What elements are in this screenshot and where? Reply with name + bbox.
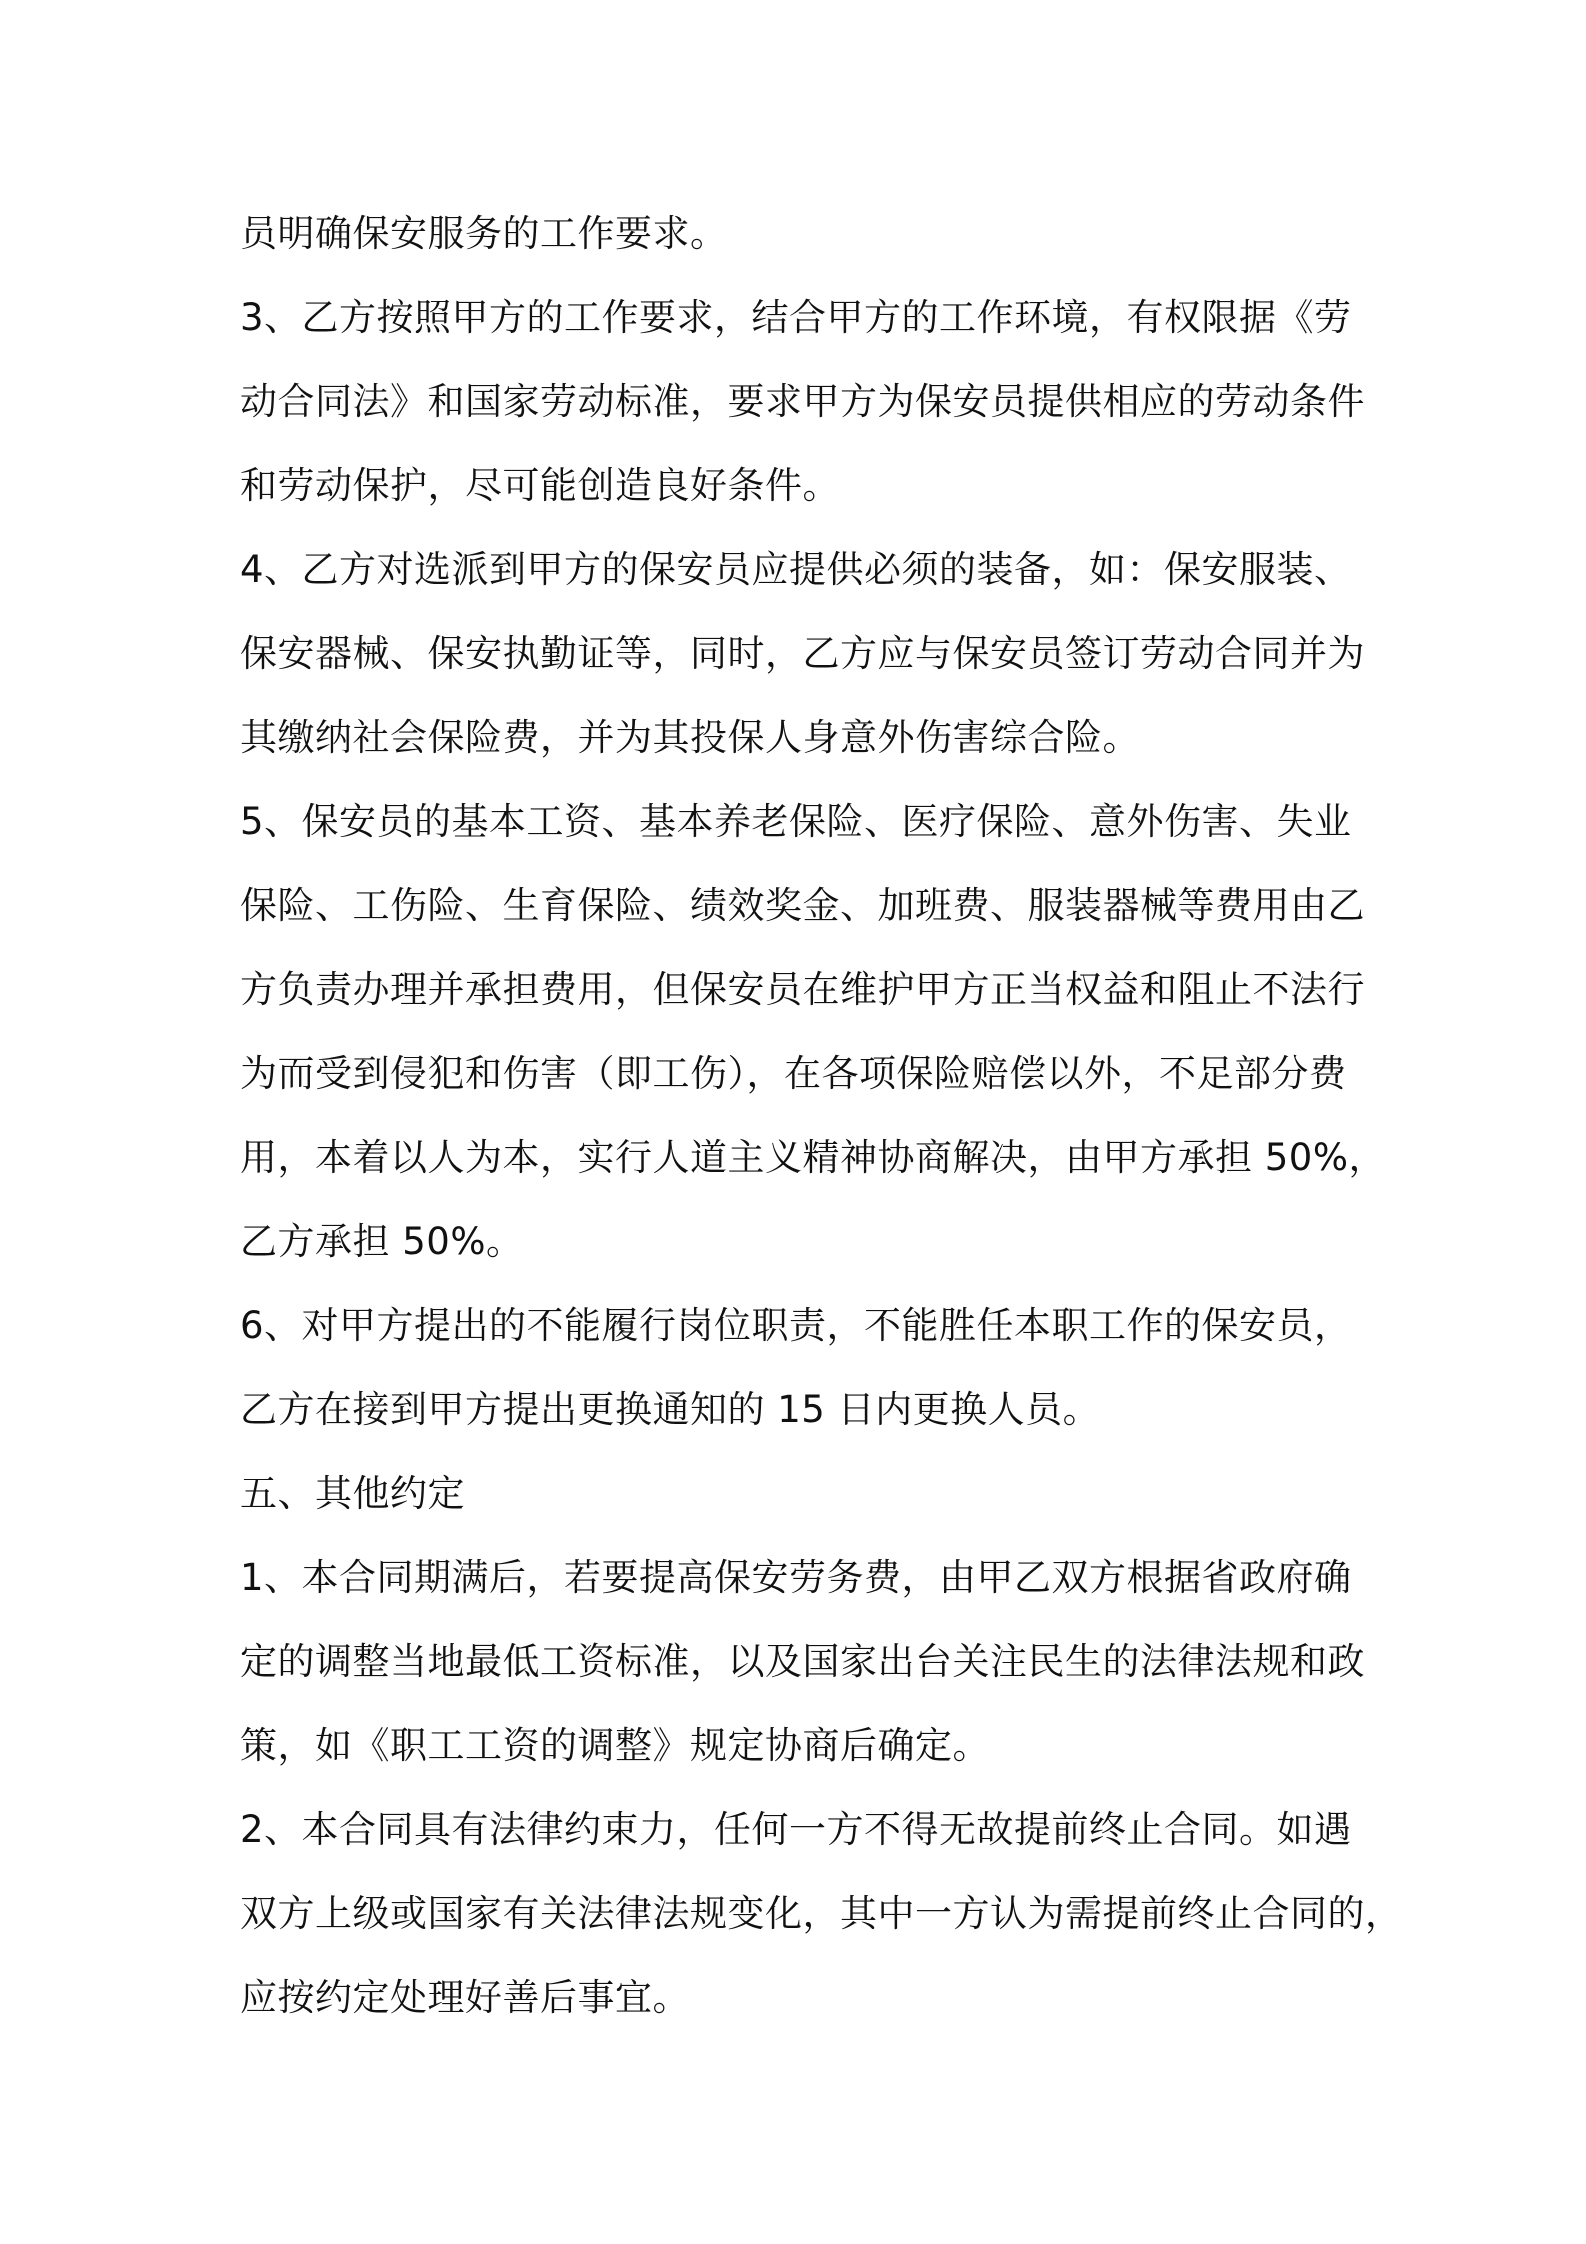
text-line: 动合同法》和国家劳动标准，要求甲方为保安员提供相应的劳动条件 bbox=[240, 380, 1365, 423]
text-line: 5、保安员的基本工资、基本养老保险、医疗保险、意外伤害、失业 bbox=[240, 800, 1352, 843]
text-line: 保安器械、保安执勤证等，同时，乙方应与保安员签订劳动合同并为 bbox=[240, 632, 1365, 675]
document-body bbox=[240, 192, 1403, 2040]
text-line: 应按约定处理好善后事宜。 bbox=[240, 1976, 690, 2019]
text-line: 员明确保安服务的工作要求。 bbox=[240, 212, 728, 255]
text-line: 策，如《职工工资的调整》规定协商后确定。 bbox=[240, 1724, 990, 1767]
text-line: 乙方在接到甲方提出更换通知的 15 日内更换人员。 bbox=[240, 1388, 1101, 1431]
section-heading: 五、其他约定 bbox=[240, 1472, 465, 1515]
text-line: 用，本着以人为本，实行人道主义精神协商解决，由甲方承担 50%， bbox=[240, 1136, 1386, 1179]
text-line: 2、本合同具有法律约束力，任何一方不得无故提前终止合同。如遇 bbox=[240, 1808, 1352, 1851]
text-line: 定的调整当地最低工资标准，以及国家出台关注民生的法律法规和政 bbox=[240, 1640, 1365, 1683]
text-line: 保险、工伤险、生育保险、绩效奖金、加班费、服装器械等费用由乙 bbox=[240, 884, 1365, 927]
text-line: 方负责办理并承担费用，但保安员在维护甲方正当权益和阻止不法行 bbox=[240, 968, 1365, 1011]
text-line: 和劳动保护，尽可能创造良好条件。 bbox=[240, 464, 840, 507]
text-line: 4、乙方对选派到甲方的保安员应提供必须的装备，如：保安服装、 bbox=[240, 548, 1352, 591]
text-line: 3、乙方按照甲方的工作要求，结合甲方的工作环境，有权限据《劳 bbox=[240, 296, 1352, 339]
text-line: 其缴纳社会保险费，并为其投保人身意外伤害综合险。 bbox=[240, 716, 1140, 759]
text-line: 为而受到侵犯和伤害（即工伤），在各项保险赔偿以外，不足部分费 bbox=[240, 1052, 1347, 1095]
text-line: 双方上级或国家有关法律法规变化，其中一方认为需提前终止合同的， bbox=[240, 1892, 1403, 1935]
text-line: 1、本合同期满后，若要提高保安劳务费，由甲乙双方根据省政府确 bbox=[240, 1556, 1352, 1599]
text-line: 乙方承担 50%。 bbox=[240, 1220, 524, 1263]
text-line: 6、对甲方提出的不能履行岗位职责，不能胜任本职工作的保安员， bbox=[240, 1304, 1352, 1347]
